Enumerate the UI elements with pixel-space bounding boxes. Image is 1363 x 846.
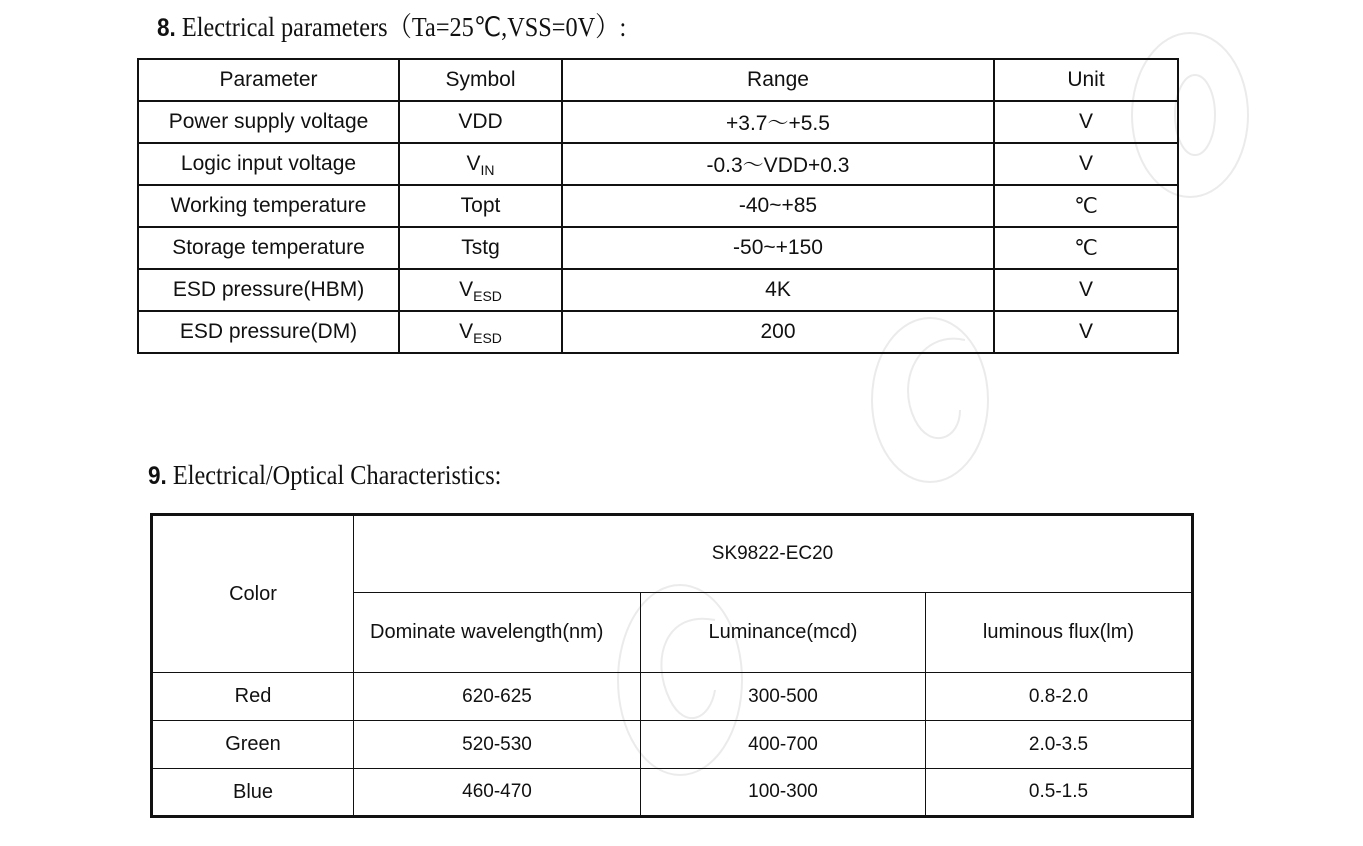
symbol-cell [399, 227, 562, 269]
range-cell: 4K [562, 269, 994, 311]
unit-cell: ℃ [994, 185, 1178, 227]
flux-cell: 2.0-3.5 [926, 721, 1193, 769]
range-cell: -0.3～VDD+0.3 [562, 143, 994, 185]
table-row [138, 227, 1178, 269]
table-header-row [152, 515, 1193, 593]
table-row [138, 101, 1178, 143]
parameter-cell: Storage temperature [138, 227, 399, 269]
header-color: Color [152, 515, 354, 673]
table-row [152, 769, 1193, 817]
wavelength-cell: 520-530 [354, 721, 641, 769]
symbol-cell [399, 311, 562, 353]
symbol-text: V [466, 152, 481, 175]
header-luminance: Luminance(mcd) [641, 593, 926, 673]
electrical-parameters-table [137, 58, 1179, 354]
symbol-subscript: IN [480, 162, 495, 178]
color-cell: Red [152, 673, 354, 721]
symbol-text: Tstg [461, 236, 500, 259]
range-cell: -40~+85 [562, 185, 994, 227]
luminance-cell: 300-500 [641, 673, 926, 721]
optical-characteristics-table [150, 513, 1194, 818]
header-range: Range [562, 59, 994, 101]
section-9-title: Electrical/Optical Characteristics: [172, 460, 502, 490]
wavelength-cell: 460-470 [354, 769, 641, 817]
range-cell: 200 [562, 311, 994, 353]
header-parameter: Parameter [138, 59, 399, 101]
table-row [138, 143, 1178, 185]
table-header-row [138, 59, 1178, 101]
color-cell: Blue [152, 769, 354, 817]
section-9-heading [148, 460, 501, 491]
symbol-cell [399, 143, 562, 185]
table-row [138, 311, 1178, 353]
table-row [152, 721, 1193, 769]
symbol-text: Topt [460, 194, 501, 217]
table-row [152, 673, 1193, 721]
header-unit: Unit [994, 59, 1178, 101]
flux-cell: 0.8-2.0 [926, 673, 1193, 721]
parameter-cell: ESD pressure(DM) [138, 311, 399, 353]
header-symbol: Symbol [399, 59, 562, 101]
unit-cell: V [994, 311, 1178, 353]
table-row [138, 269, 1178, 311]
section-9-number: 9. [148, 462, 167, 490]
symbol-text: VDD [458, 110, 503, 133]
unit-cell: V [994, 269, 1178, 311]
flux-cell: 0.5-1.5 [926, 769, 1193, 817]
section-8-heading [157, 5, 626, 44]
symbol-text: V [459, 278, 474, 301]
unit-cell: ℃ [994, 227, 1178, 269]
section-8-title: Electrical parameters（Ta=25℃,VSS=0V）: [181, 12, 627, 42]
unit-cell: V [994, 143, 1178, 185]
symbol-subscript: ESD [473, 330, 502, 346]
table-row [138, 185, 1178, 227]
color-cell: Green [152, 721, 354, 769]
symbol-cell [399, 101, 562, 143]
symbol-cell [399, 185, 562, 227]
header-wavelength: Dominate wavelength(nm) [354, 593, 641, 673]
header-model: SK9822-EC20 [354, 515, 1193, 593]
symbol-text: V [459, 320, 474, 343]
luminance-cell: 100-300 [641, 769, 926, 817]
parameter-cell: Working temperature [138, 185, 399, 227]
header-flux: luminous flux(lm) [926, 593, 1193, 673]
symbol-cell [399, 269, 562, 311]
range-cell: +3.7～+5.5 [562, 101, 994, 143]
unit-cell: V [994, 101, 1178, 143]
parameter-cell: ESD pressure(HBM) [138, 269, 399, 311]
wavelength-cell: 620-625 [354, 673, 641, 721]
range-cell: -50~+150 [562, 227, 994, 269]
symbol-subscript: ESD [473, 288, 502, 304]
section-8-number: 8. [157, 14, 176, 42]
parameter-cell: Power supply voltage [138, 101, 399, 143]
parameter-cell: Logic input voltage [138, 143, 399, 185]
luminance-cell: 400-700 [641, 721, 926, 769]
